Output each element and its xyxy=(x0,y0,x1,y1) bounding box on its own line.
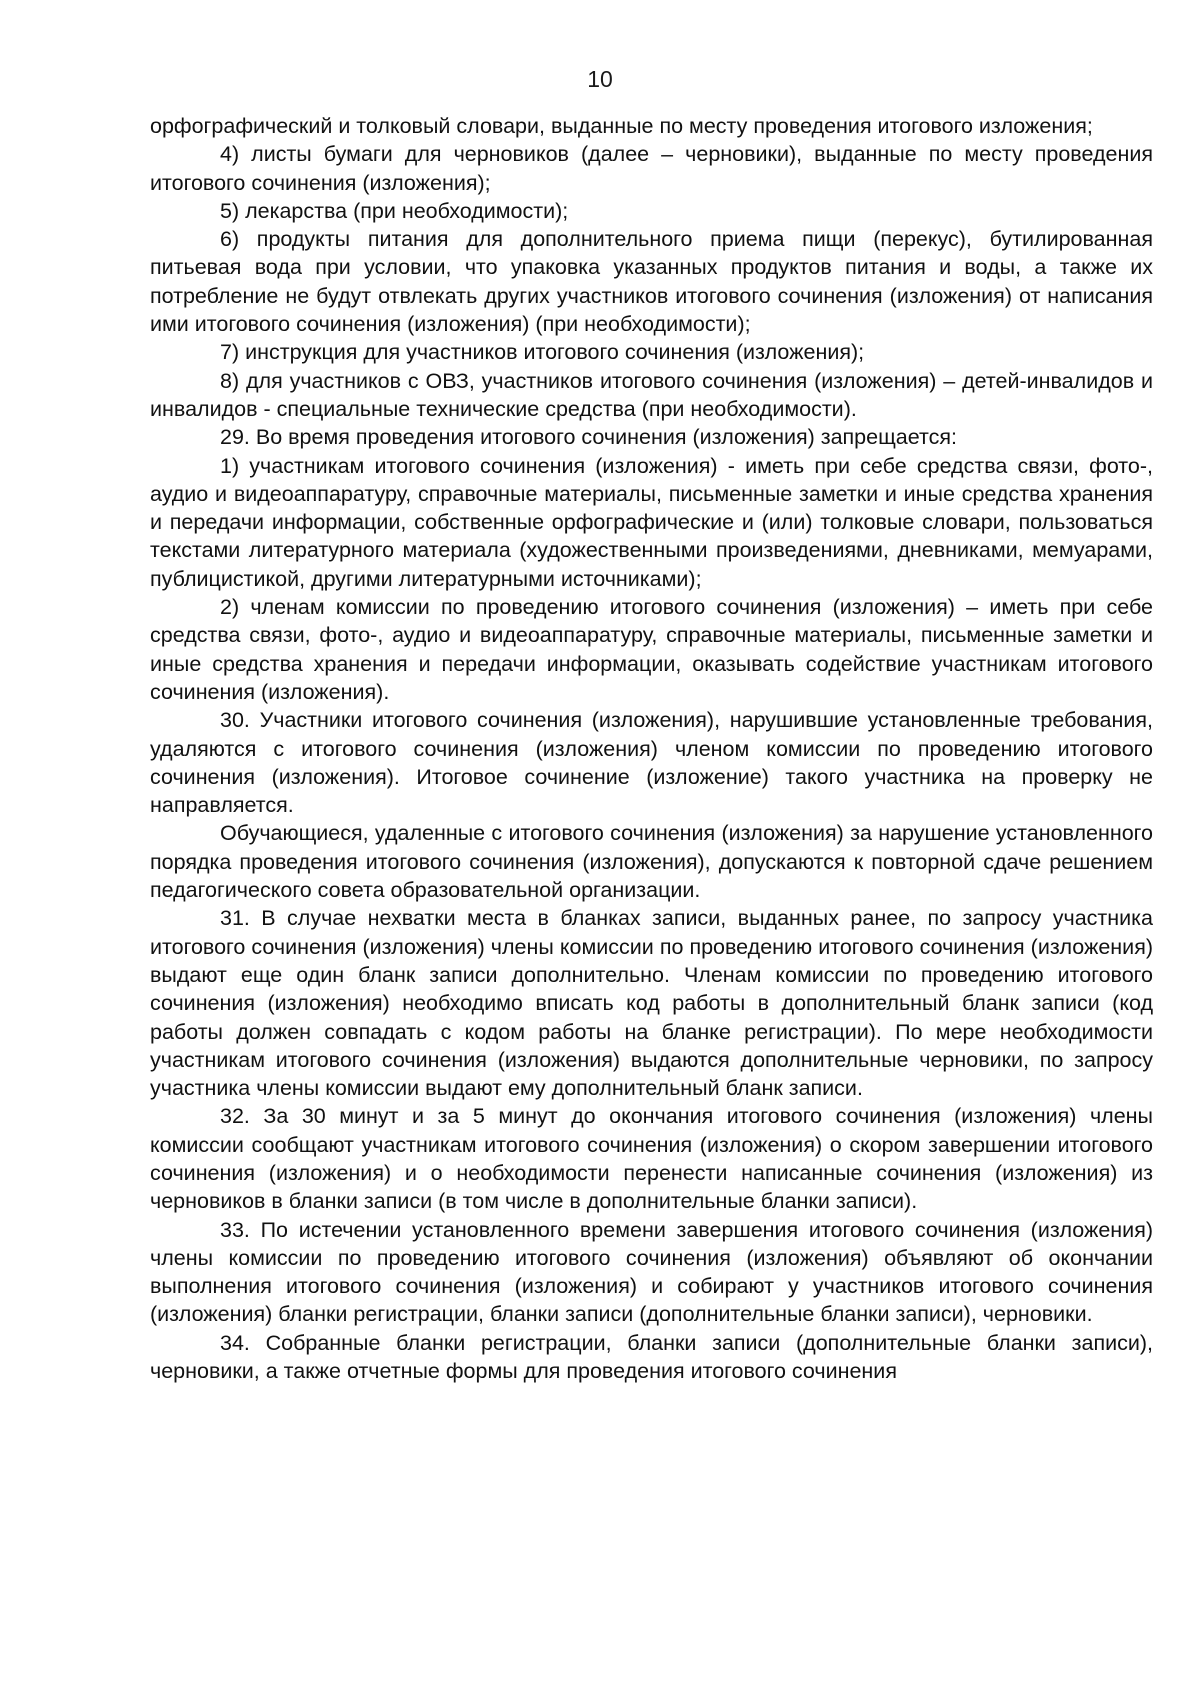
clause-31: 31. В случае нехватки места в бланках записи, выданных ранее, по запросу участника итогового сочинения (изложения) члены комиссии по проведению итогового сочинения (изложения) выдают еще один бланк записи дополнительно. Членам комиссии по проведению итогового сочинения (изложения) необходимо вписать код работы в дополнительный бланк записи (код работы должен совпадать с кодом работы на бланке регистрации). По мере необходимости участникам итогового сочинения (изложения) выдаются дополнительные черновики, по запросу участника члены комиссии выдают ему дополнительный бланк записи. xyxy=(150,906,1153,1101)
clause-30-paragraph-2: Обучающиеся, удаленные с итогового сочинения (изложения) за нарушение установленного порядка проведения итогового сочинения (изложения), допускаются к повторной сдаче решением педагогического совета образовательной организации. xyxy=(150,821,1153,903)
clause-29-item-1: 1) участникам итогового сочинения (изложения) - иметь при себе средства связи, фото-, аудио и видеоаппаратуру, справочные материалы, письменные заметки и иные средства хранения и передачи информации, собственные орфографические и (или) толковые словари, пользоваться текстами литературного материала (художественными произведениями, дневниками, мемуарами, публицистикой, другими литературными источниками); xyxy=(150,453,1153,591)
list-item-7: 7) инструкция для участников итогового сочинения (изложения); xyxy=(220,340,865,365)
page-number: 10 xyxy=(587,66,613,92)
clause-34: 34. Собранные бланки регистрации, бланки записи (дополнительные бланки записи), черновики, а также отчетные формы для проведения итогового сочинения xyxy=(150,1330,1153,1384)
clause-32: 32. За 30 минут и за 5 минут до окончания итогового сочинения (изложения) члены комиссии сообщают участникам итогового сочинения (изложения) о скором завершении итогового сочинения (изложения) и о необходимости перенести написанные сочинения (изложения) из черновиков в бланки записи (в том числе в дополнительные бланки записи). xyxy=(150,1104,1153,1214)
list-item-5: 5) лекарства (при необходимости); xyxy=(220,198,569,223)
list-item-8: 8) для участников с ОВЗ, участников итогового сочинения (изложения) – детей-инвалидов и инвалидов - специальные технические средства (при необходимости). xyxy=(150,368,1153,421)
clause-29: 29. Во время проведения итогового сочинения (изложения) запрещается: xyxy=(220,425,957,450)
clause-33: 33. По истечении установленного времени завершения итогового сочинения (изложения) члены комиссии по проведению итогового сочинения (изложения) объявляют об окончании выполнения итогового сочинения (изложения) и собирают у участников итогового сочинения (изложения) бланки регистрации, бланки записи (дополнительные бланки записи), черновики. xyxy=(150,1217,1153,1327)
paragraph-continuation: орфографический и толковый словари, выданные по месту проведения итогового изложения; xyxy=(150,114,1093,138)
list-item-6: 6) продукты питания для дополнительного приема пищи (перекус), бутилированная питьевая вода при условии, что упаковка указанных продуктов питания и воды, а также их потребление не будут отвлекать других участников итогового сочинения (изложения) от написания ими итогового сочинения (изложения) (при необходимости); xyxy=(150,227,1153,337)
clause-29-item-2: 2) членам комиссии по проведению итогового сочинения (изложения) – иметь при себе средства связи, фото-, аудио и видеоаппаратуру, справочные материалы, письменные заметки и иные средства хранения и передачи информации, оказывать содействие участникам итогового сочинения (изложения). xyxy=(150,595,1153,704)
document-body xyxy=(150,112,1153,1385)
clause-30: 30. Участники итогового сочинения (изложения), нарушившие установленные требования, удаляются с итогового сочинения (изложения) членом комиссии по проведению итогового сочинения (изложения). Итоговое сочинение (изложение) такого участника на проверку не направляется. xyxy=(150,708,1153,818)
list-item-4: 4) листы бумаги для черновиков (далее – черновики), выданные по месту проведения итогового сочинения (изложения); xyxy=(150,142,1153,195)
